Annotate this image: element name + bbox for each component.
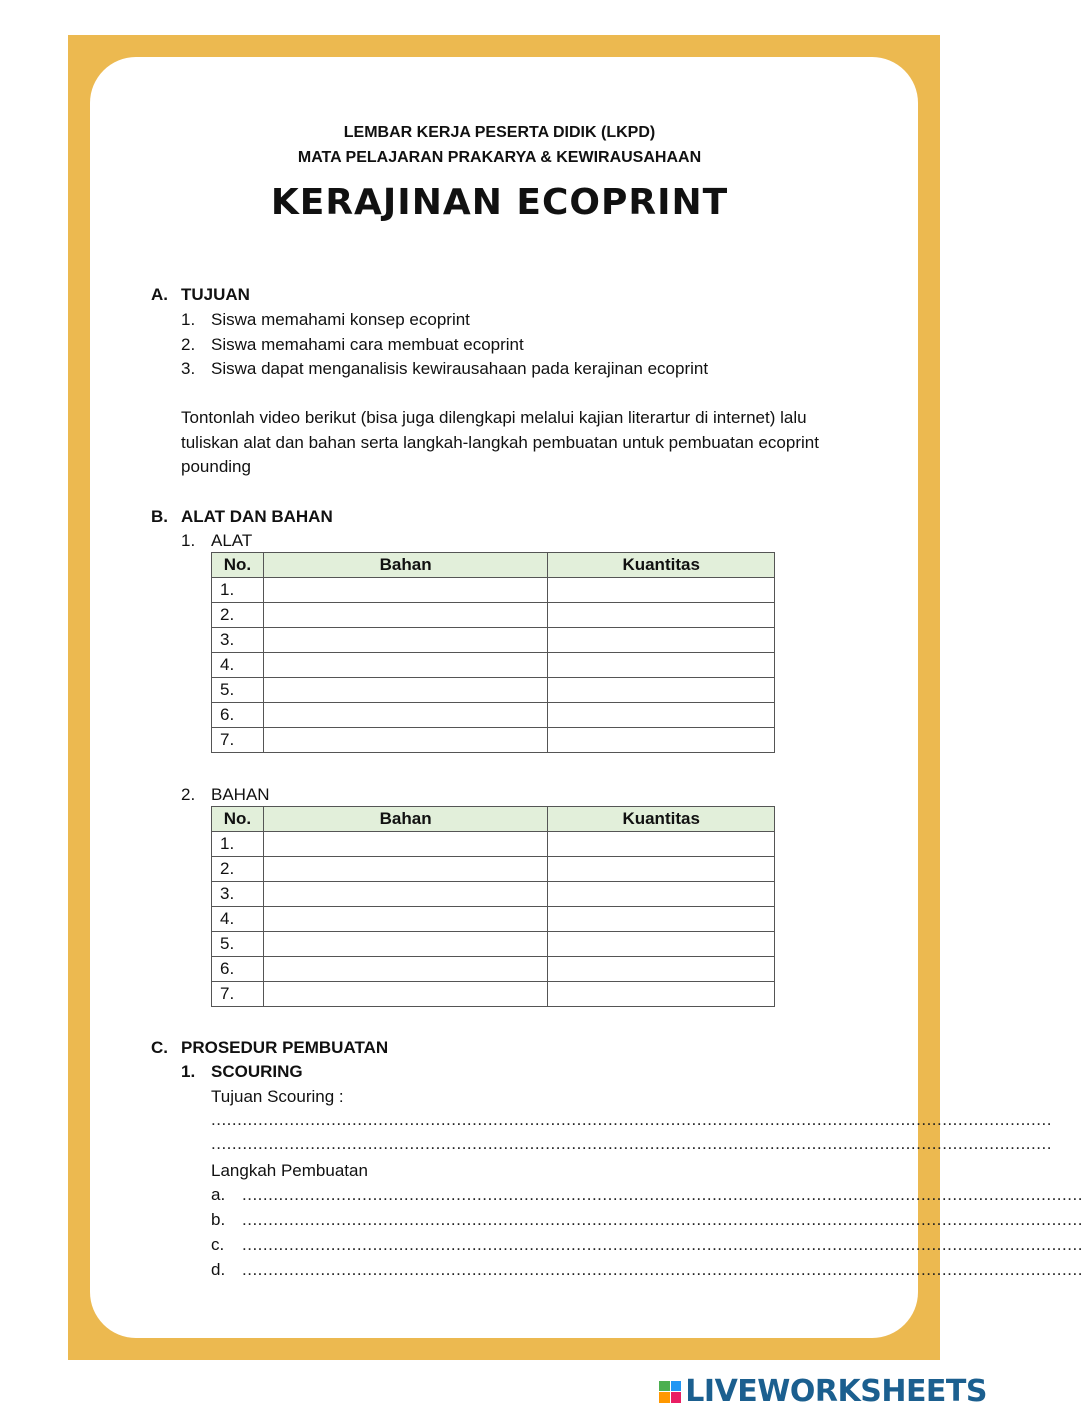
kuantitas-cell[interactable] — [548, 603, 775, 628]
kuantitas-cell[interactable] — [548, 678, 775, 703]
row-number: 6. — [212, 957, 264, 982]
bahan-cell[interactable] — [263, 628, 547, 653]
bahan-cell[interactable] — [263, 907, 547, 932]
row-number: 2. — [212, 857, 264, 882]
bahan-cell[interactable] — [263, 678, 547, 703]
kuantitas-cell[interactable] — [548, 728, 775, 753]
row-number: 4. — [212, 653, 264, 678]
table-row — [212, 678, 775, 703]
page-title: KERAJINAN ECOPRINT — [270, 182, 729, 223]
langkah-pembuatan-label: Langkah Pembuatan — [211, 1161, 368, 1180]
section-c-letter: C. — [151, 1038, 168, 1057]
kuantitas-cell[interactable] — [548, 982, 775, 1007]
table-row — [212, 728, 775, 753]
kuantitas-cell[interactable] — [548, 578, 775, 603]
bahan-cell[interactable] — [263, 703, 547, 728]
row-number: 5. — [212, 932, 264, 957]
step-a-answer-line[interactable]: ................................................................................................................................................................. — [242, 1185, 1083, 1204]
kuantitas-cell[interactable] — [548, 882, 775, 907]
row-number: 1. — [212, 832, 264, 857]
table-row — [212, 957, 775, 982]
row-number: 7. — [212, 982, 264, 1007]
bahan-num: 2. — [181, 785, 196, 804]
kuantitas-cell[interactable] — [548, 832, 775, 857]
step-letter-d: d. — [211, 1260, 226, 1279]
bahan-cell[interactable] — [263, 982, 547, 1007]
kuantitas-cell[interactable] — [548, 653, 775, 678]
bahan-table — [211, 806, 775, 1007]
bahan-cell[interactable] — [263, 653, 547, 678]
row-number: 4. — [212, 907, 264, 932]
bahan-cell[interactable] — [263, 957, 547, 982]
brand-name: LIVEWORKSHEETS — [685, 1374, 987, 1409]
bahan-cell[interactable] — [263, 882, 547, 907]
section-c-heading: PROSEDUR PEMBUATAN — [181, 1038, 389, 1057]
bahan-cell[interactable] — [263, 603, 547, 628]
table-row — [212, 932, 775, 957]
bahan-cell[interactable] — [263, 832, 547, 857]
objective-num-1: 1. — [181, 310, 196, 329]
instruction-line-1: Tontonlah video berikut (bisa juga dilengkapi melalui kajian literartur di internet) lalu — [181, 408, 807, 427]
column-header-bahan: Bahan — [263, 807, 547, 832]
table-row — [212, 578, 775, 603]
header-line-1: LEMBAR KERJA PESERTA DIDIK (LKPD) — [343, 124, 656, 141]
section-a-letter: A. — [151, 285, 168, 304]
header-line-2: MATA PELAJARAN PRAKARYA & KEWIRAUSAHAAN — [297, 149, 702, 166]
column-header-no: No. — [212, 807, 264, 832]
objective-text-3: Siswa dapat menganalisis kewirausahaan pada kerajinan ecoprint — [211, 359, 709, 378]
table-row — [212, 882, 775, 907]
section-b-letter: B. — [151, 507, 168, 526]
table-row — [212, 857, 775, 882]
column-header-no: No. — [212, 553, 264, 578]
table-row — [212, 703, 775, 728]
column-header-kuantitas: Kuantitas — [548, 807, 775, 832]
objective-num-3: 3. — [181, 359, 196, 378]
instruction-line-2: tuliskan alat dan bahan serta langkah-langkah pembuatan untuk pembuatan ecoprint — [181, 433, 819, 452]
row-number: 7. — [212, 728, 264, 753]
row-number: 3. — [212, 628, 264, 653]
step-number: 1. — [181, 1062, 196, 1081]
row-number: 5. — [212, 678, 264, 703]
step-title: SCOURING — [211, 1062, 303, 1081]
table-row — [212, 832, 775, 857]
alat-label: ALAT — [211, 531, 253, 550]
instruction-line-3: pounding — [181, 457, 251, 476]
step-b-answer-line[interactable]: ................................................................................................................................................................. — [242, 1210, 1083, 1229]
alat-table — [211, 552, 775, 753]
bahan-cell[interactable] — [263, 932, 547, 957]
step-letter-a: a. — [211, 1185, 226, 1204]
row-number: 3. — [212, 882, 264, 907]
row-number: 1. — [212, 578, 264, 603]
liveworksheets-brand[interactable] — [659, 1374, 987, 1409]
objective-num-2: 2. — [181, 335, 196, 354]
kuantitas-cell[interactable] — [548, 957, 775, 982]
bahan-label: BAHAN — [211, 785, 270, 804]
kuantitas-cell[interactable] — [548, 932, 775, 957]
table-row — [212, 653, 775, 678]
table-row — [212, 603, 775, 628]
section-a-heading: TUJUAN — [181, 285, 250, 304]
alat-num: 1. — [181, 531, 196, 550]
objective-text-1: Siswa memahami konsep ecoprint — [211, 310, 470, 329]
tujuan-answer-line-1[interactable]: ................................................................................................................................................................. — [211, 1110, 1052, 1129]
bahan-cell[interactable] — [263, 728, 547, 753]
row-number: 2. — [212, 603, 264, 628]
table-row — [212, 628, 775, 653]
step-c-answer-line[interactable]: ................................................................................................................................................................. — [242, 1235, 1083, 1254]
kuantitas-cell[interactable] — [548, 703, 775, 728]
objective-text-2: Siswa memahami cara membuat ecoprint — [211, 335, 524, 354]
bahan-cell[interactable] — [263, 578, 547, 603]
kuantitas-cell[interactable] — [548, 857, 775, 882]
step-letter-c: c. — [211, 1235, 225, 1254]
row-number: 6. — [212, 703, 264, 728]
kuantitas-cell[interactable] — [548, 628, 775, 653]
tujuan-scouring-label: Tujuan Scouring : — [211, 1087, 344, 1106]
table-row — [212, 982, 775, 1007]
tujuan-answer-line-2[interactable]: ................................................................................................................................................................. — [211, 1134, 1052, 1153]
liveworksheets-logo-icon — [659, 1381, 681, 1403]
bahan-cell[interactable] — [263, 857, 547, 882]
step-d-answer-line[interactable]: ................................................................................................................................................................. — [242, 1260, 1083, 1279]
table-row — [212, 907, 775, 932]
column-header-kuantitas: Kuantitas — [548, 553, 775, 578]
column-header-bahan: Bahan — [263, 553, 547, 578]
step-letter-b: b. — [211, 1210, 226, 1229]
kuantitas-cell[interactable] — [548, 907, 775, 932]
section-b-heading: ALAT DAN BAHAN — [181, 507, 333, 526]
